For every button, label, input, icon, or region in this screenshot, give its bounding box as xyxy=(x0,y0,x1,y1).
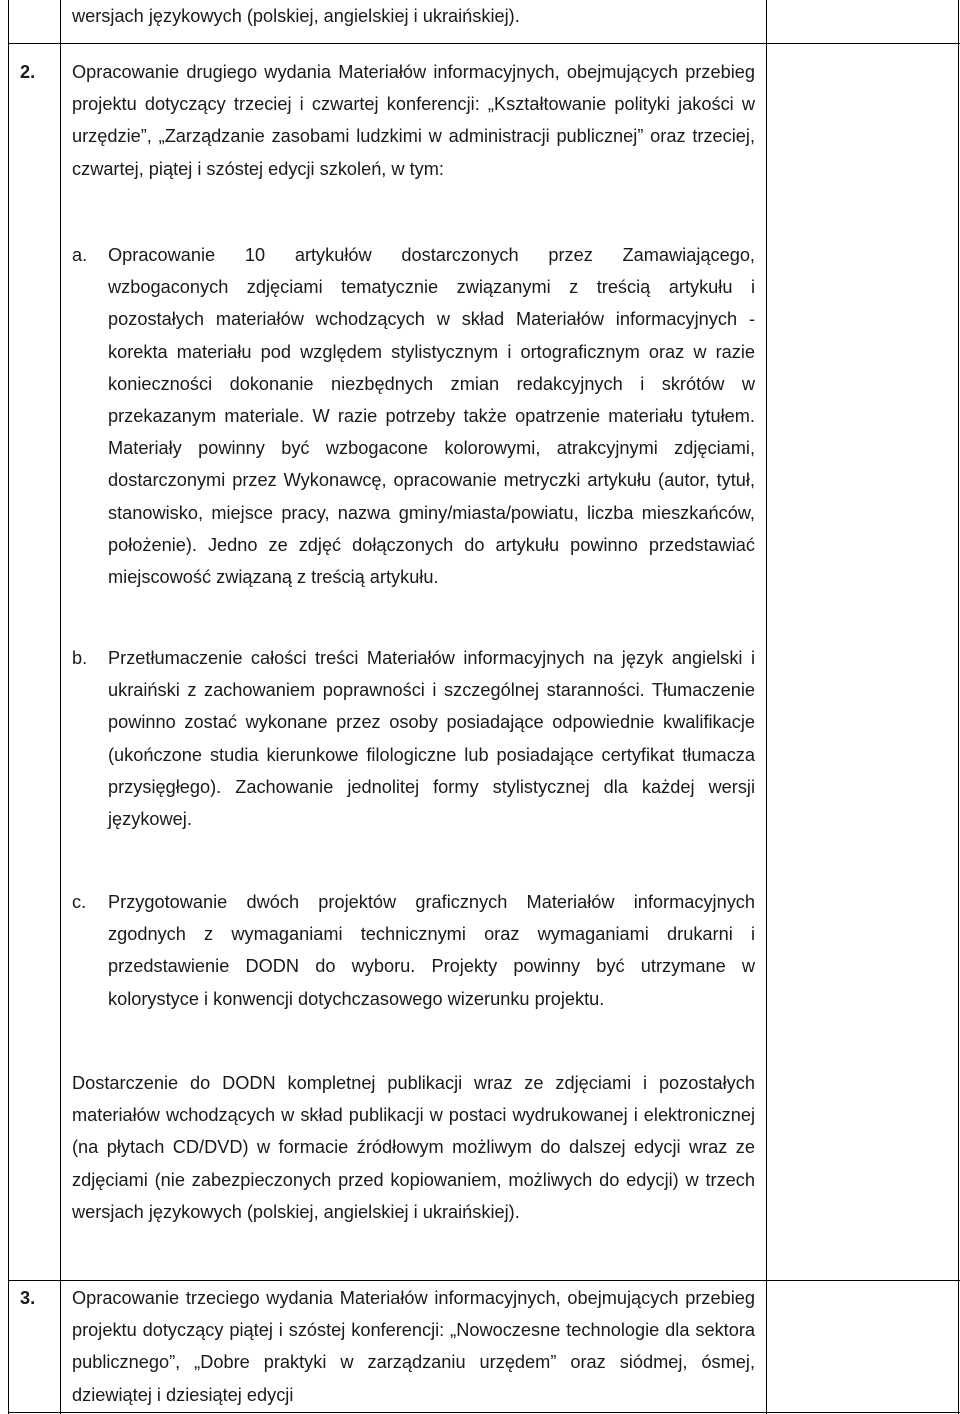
subitem-b-text: Przetłumaczenie całości treści Materiałów informacyjnych na język angielski i ukraiński z zachowaniem poprawności i szczególnej staranności. Tłumaczenie powinno zostać wykonane przez osoby posiadające odpowiednie kwalifikacje (ukończone studia kierunkowe filologiczne lub posiadające certyfikat tłumacza przysięgłego). Zachowanie jednolitej formy stylistycznej dla każdej wersji językowej. xyxy=(108,648,755,830)
table-border-right xyxy=(958,0,959,1414)
table-border-left xyxy=(8,0,9,1414)
table-border-col2 xyxy=(766,0,767,1414)
subitem-a-text: Opracowanie 10 artykułów dostarczonych przez Zamawiającego, wzbogaconych zdjęciami tematycznie związanymi z treścią artykułu i pozostałych materiałów wchodzących w skład Materiałów informacyjnych - korekta materiału pod względem stylistycznym i ortograficznym oraz w razie konieczności dokonanie niezbędnych zmian redakcyjnych i skrótów w przekazanym materiale. W razie potrzeby także opatrzenie materiału tytułem. Materiały powinny być wzbogacone kolorowymi, atrakcyjnymi zdjęciami, dostarczonymi przez Wykonawcę, opracowanie metryczki artykułu (autor, tytuł, stanowisko, miejsce pracy, nazwa gminy/miasta/powiatu, liczba mieszkańców, położenie). Jedno ze zdjęć dołączonych do artykułu powinno przedstawiać miejscowość związaną z treścią artykułu. xyxy=(108,245,755,588)
subitem-c-text: Przygotowanie dwóch projektów graficznych Materiałów informacyjnych zgodnych z wymaganiami technicznymi oraz wymaganiami drukarni i przedstawienie DODN do wyboru. Projekty powinny być utrzymane w kolorystyce i konwencji dotychczasowego wizerunku projektu. xyxy=(108,892,755,1009)
row-divider-2 xyxy=(8,1280,960,1281)
item-number-3: 3. xyxy=(20,1288,36,1308)
subitem-a-letter: a. xyxy=(72,245,88,265)
row-continuation-text: wersjach językowych (polskiej, angielskiej i ukraińskiej). xyxy=(72,6,520,26)
item-number-2: 2. xyxy=(20,62,36,82)
table-border-col1 xyxy=(60,0,61,1414)
table-border-bottom xyxy=(8,1412,960,1413)
row-divider-1 xyxy=(8,43,960,44)
item-2-closing: Dostarczenie do DODN kompletnej publikacji wraz ze zdjęciami i pozostałych materiałów wchodzących w skład publikacji w postaci wydrukowanej i elektronicznej (na płytach CD/DVD) w formacie źródłowym możliwym do dalszej edycji wraz ze zdjęciami (nie zabezpieczonych przed kopiowaniem, możliwych do edycji) w trzech wersjach językowych (polskiej, angielskiej i ukraińskiej). xyxy=(72,1073,755,1222)
item-2-intro: Opracowanie drugiego wydania Materiałów informacyjnych, obejmujących przebieg projektu dotyczący trzeciej i czwartej konferencji: „Kształtowanie polityki jakości w urzędzie”, „Zarządzanie zasobami ludzkimi w administracji publicznej” oraz trzeciej, czwartej, piątej i szóstej edycji szkoleń, w tym: xyxy=(72,62,755,179)
item-3-intro: Opracowanie trzeciego wydania Materiałów informacyjnych, obejmujących przebieg projektu dotyczący piątej i szóstej konferencji: „Nowoczesne technologie dla sektora publicznego”, „Dobre praktyki w zarządzaniu urzędem” oraz siódmej, ósmej, dziewiątej i dziesiątej edycji xyxy=(72,1288,755,1405)
subitem-b-letter: b. xyxy=(72,648,88,668)
subitem-c-letter: c. xyxy=(72,892,87,912)
